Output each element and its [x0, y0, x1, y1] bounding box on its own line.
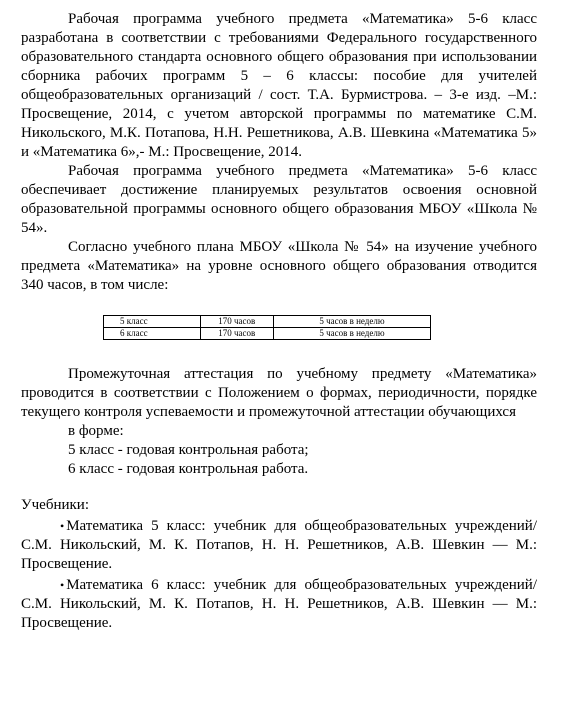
paragraph-attestation: Промежуточная аттестация по учебному предмету «Математика» проводится в соответствии с Положением о формах, периодичности, порядке текущего контроля успеваемости и промежуточной аттестации обучающихся: [21, 366, 537, 420]
table-cell-hours: 170 часов: [200, 316, 273, 328]
table-row: [104, 316, 431, 328]
table-cell-per-week: 5 часов в неделю: [273, 328, 430, 340]
table-cell-hours: 170 часов: [200, 328, 273, 340]
paragraph-program-basis: Рабочая программа учебного предмета «Математика» 5-6 класс разработана в соответствии с требованиями Федерального государственного образовательного стандарта основного общего образования при использовании сборника рабочих программ 5 – 6 классы: пособие для учителей общеобразовательных организаций / сост. Т.А. Бурмистрова. – 3-е изд. –М.: Просвещение, 2014, с учетом авторской программы по математике С.М. Никольского, М.К. Потапова, Н.Н. Решетникова, А.В. Шевкина «Математика 5» и «Математика 6»,- М.: Просвещение, 2014.: [21, 11, 537, 160]
attestation-form-label: в форме:: [68, 423, 124, 439]
bullet-icon: •: [60, 519, 65, 533]
textbook-text: Математика 6 класс: учебник для общеобразовательных учреждений/С.М. Никольский, М. К. Потапов, Н. Н. Решетников, А.В. Шевкин — М.: Просвещение.: [21, 577, 537, 631]
list-item: [21, 576, 537, 633]
textbook-text: Математика 5 класс: учебник для общеобразовательных учреждений/С.М. Никольский, М. К. Потапов, Н. Н. Решетников, А.В. Шевкин — М.: Просвещение.: [21, 518, 537, 572]
list-item: [21, 517, 537, 574]
hours-table: [103, 315, 431, 340]
paragraph-hours-allocation: Согласно учебного плана МБОУ «Школа № 54» на изучение учебного предмета «Математика» на уровне основного общего образования отводится 340 часов, в том числе:: [21, 239, 537, 293]
table-cell-class: 5 класс: [104, 316, 201, 328]
bullet-icon: •: [60, 578, 65, 592]
paragraph-program-results: Рабочая программа учебного предмета «Математика» 5-6 класс обеспечивает достижение планируемых результатов освоения основной образовательной программы основного общего образования МБОУ «Школа № 54».: [21, 163, 537, 236]
textbooks-title: Учебники:: [21, 497, 89, 513]
table-cell-class: 6 класс: [104, 328, 201, 340]
document-page: [21, 10, 537, 633]
table-cell-per-week: 5 часов в неделю: [273, 316, 430, 328]
table-row: [104, 328, 431, 340]
attestation-grade6: 6 класс - годовая контрольная работа.: [68, 461, 309, 477]
attestation-grade5: 5 класс - годовая контрольная работа;: [68, 442, 309, 458]
